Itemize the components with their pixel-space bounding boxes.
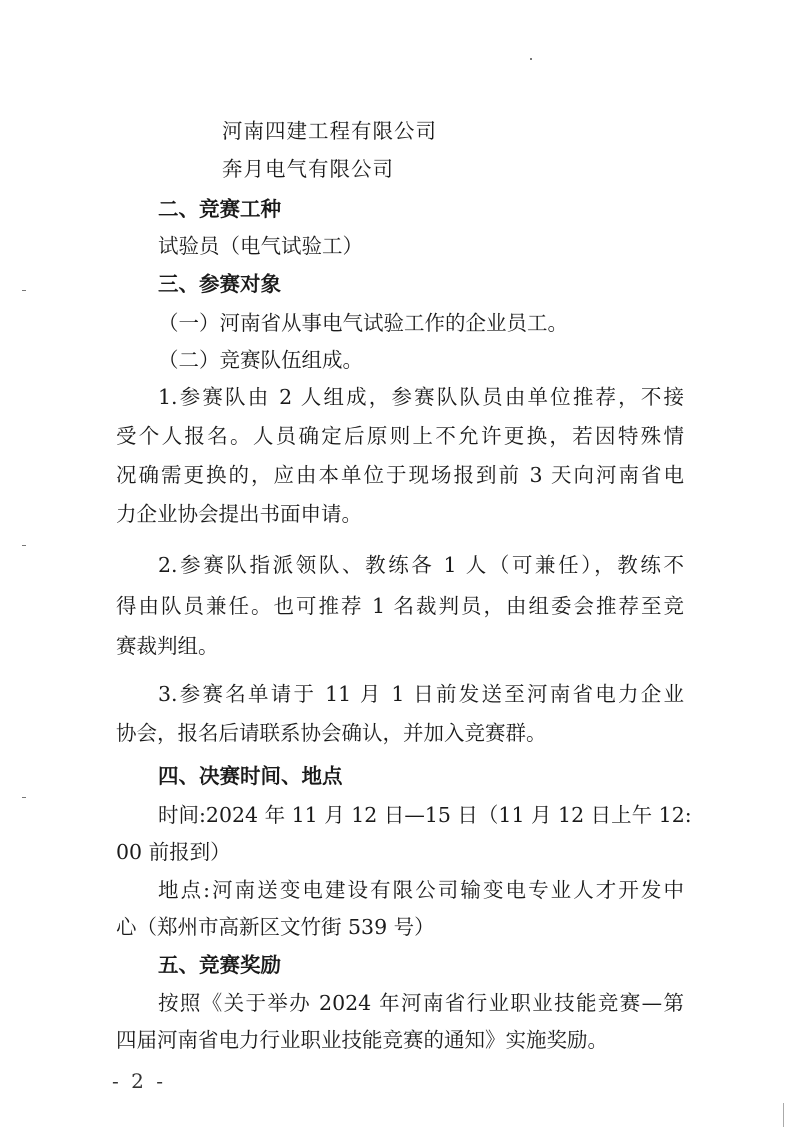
paragraph-3-line-2: 协会，报名后请联系协会确认，并加入竞赛群。	[116, 721, 547, 745]
place-line-1: 地点:河南送变电建设有限公司输变电专业人才开发中	[158, 878, 684, 902]
section-3-item-1: （一）河南省从事电气试验工作的企业员工。	[158, 311, 568, 335]
section-3-heading: 三、参赛对象	[158, 272, 281, 296]
paragraph-1-line-3: 况确需更换的，应由本单位于现场报到前 3 天向河南省电	[116, 463, 684, 487]
paragraph-1-line-1: 1.参赛队由 2 人组成，参赛队队员由单位推荐，不接	[158, 385, 684, 409]
paragraph-1-line-4: 力企业协会提出书面申请。	[116, 502, 362, 526]
place-line-2: 心（郑州市高新区文竹街 539 号）	[116, 915, 435, 939]
scan-speck	[22, 290, 26, 291]
page-number: - 2 -	[112, 1069, 166, 1093]
organizer-line-1: 河南四建工程有限公司	[222, 119, 437, 143]
paragraph-3-line-1: 3.参赛名单请于 11 月 1 日前发送至河南省电力企业	[158, 682, 684, 706]
scan-speck	[22, 545, 26, 546]
scan-speck	[530, 58, 532, 60]
organizer-line-2: 奔月电气有限公司	[222, 157, 394, 181]
section-3-item-2: （二）竞赛队伍组成。	[158, 348, 363, 372]
scan-speck	[22, 797, 26, 798]
section-4-heading: 四、决赛时间、地点	[158, 764, 343, 788]
paragraph-2-line-3: 赛裁判组。	[116, 634, 219, 658]
section-5-heading: 五、竞赛奖励	[158, 953, 281, 977]
section-2-heading: 二、竞赛工种	[158, 197, 281, 221]
paragraph-1-line-2: 受个人报名。人员确定后原则上不允许更换，若因特殊情	[116, 424, 684, 448]
reward-line-2: 四届河南省电力行业职业技能竞赛的通知》实施奖励。	[116, 1028, 608, 1052]
paragraph-2-line-1: 2.参赛队指派领队、教练各 1 人（可兼任），教练不	[158, 553, 684, 577]
section-2-body: 试验员（电气试验工）	[158, 234, 363, 258]
paragraph-2-line-2: 得由队员兼任。也可推荐 1 名裁判员，由组委会推荐至竞	[116, 594, 684, 618]
time-line-1: 时间:2024 年 11 月 12 日—15 日（11 月 12 日上午 12:	[158, 803, 692, 827]
scan-edge	[783, 1103, 784, 1127]
time-line-2: 00 前报到）	[116, 840, 231, 864]
reward-line-1: 按照《关于举办 2024 年河南省行业职业技能竞赛—第	[158, 991, 684, 1015]
